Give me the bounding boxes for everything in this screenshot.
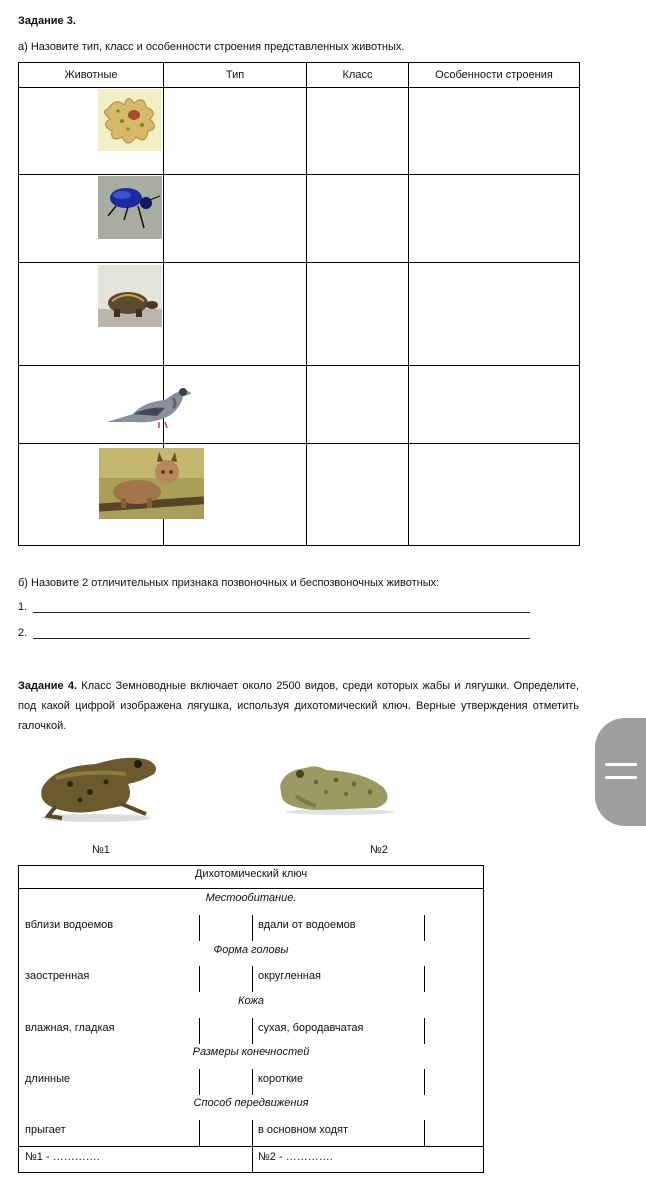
key-option-left: длинные (25, 1073, 71, 1085)
frog-label-1: №1 (92, 844, 110, 856)
key-option-left: вблизи водоемов (25, 919, 114, 931)
task3-question-a: а) Назовите тип, класс и особенности строения представленных животных. (18, 41, 405, 53)
features-cell[interactable] (409, 444, 580, 546)
key-option-right: в основном ходят (258, 1124, 349, 1136)
features-cell[interactable] (409, 88, 580, 175)
task4-text: Класс Земноводные включает около 2500 видов, среди которых жабы и лягушки. Определите, под какой цифрой изображена лягушка, используя дихотомический ключ. Верные утверждения отметить галочкой. (18, 680, 579, 732)
toad-image (276, 762, 398, 816)
key-result-left[interactable]: №1 - …………. (25, 1151, 100, 1163)
key-heading-movement: Способ передвижения (193, 1097, 309, 1109)
frog-label-2: №2 (370, 844, 388, 856)
turtle-image (98, 265, 162, 327)
menu-handle[interactable] (595, 718, 646, 826)
key-heading-habitat: Местообитание. (205, 892, 297, 904)
divider (252, 1018, 253, 1044)
key-option-left: прыгает (25, 1124, 66, 1136)
answer-line-1[interactable] (33, 612, 530, 613)
checkbox-right[interactable] (424, 1069, 425, 1095)
checkbox-left[interactable] (199, 1120, 200, 1146)
header-features: Особенности строения (409, 63, 580, 88)
divider (19, 1146, 483, 1147)
divider (19, 888, 483, 889)
key-option-left: заостренная (25, 970, 90, 982)
class-cell[interactable] (307, 263, 409, 366)
checkbox-left[interactable] (199, 1069, 200, 1095)
header-class: Класс (307, 63, 409, 88)
menu-bar-icon (605, 763, 637, 766)
task3-question-b: б) Назовите 2 отличительных признака позвоночных и беспозвоночных животных: (18, 577, 440, 589)
features-cell[interactable] (409, 366, 580, 444)
key-option-right: сухая, бородавчатая (258, 1022, 364, 1034)
divider (252, 1146, 253, 1173)
checkbox-right[interactable] (424, 966, 425, 992)
key-heading-limbs: Размеры конечностей (192, 1046, 310, 1058)
type-cell[interactable] (164, 175, 307, 263)
menu-bar-icon (605, 776, 637, 779)
type-cell[interactable] (164, 88, 307, 175)
divider (252, 966, 253, 992)
beetle-image (98, 176, 162, 239)
divider (252, 915, 253, 941)
checkbox-left[interactable] (199, 966, 200, 992)
header-animals: Животные (19, 63, 164, 88)
dichotomous-key (18, 865, 484, 1173)
task4-paragraph (18, 676, 579, 736)
checkbox-right[interactable] (424, 915, 425, 941)
class-cell[interactable] (307, 366, 409, 444)
type-cell[interactable] (164, 263, 307, 366)
task4-title: Задание 4. (18, 680, 78, 692)
frog-image (36, 748, 162, 824)
class-cell[interactable] (307, 175, 409, 263)
task3-title: Задание 3. (18, 15, 76, 27)
pigeon-image (103, 382, 193, 432)
checkbox-left[interactable] (199, 915, 200, 941)
key-heading-head: Форма головы (213, 944, 289, 956)
key-title: Дихотомический ключ (194, 868, 308, 880)
answer-line-1-label: 1. (18, 601, 28, 613)
checkbox-right[interactable] (424, 1018, 425, 1044)
header-type: Тип (164, 63, 307, 88)
features-cell[interactable] (409, 175, 580, 263)
key-option-right: вдали от водоемов (258, 919, 356, 931)
checkbox-left[interactable] (199, 1018, 200, 1044)
amoeba-image (98, 89, 162, 151)
class-cell[interactable] (307, 444, 409, 546)
divider (252, 1069, 253, 1095)
divider (252, 1120, 253, 1146)
answer-line-2-label: 2. (18, 627, 28, 639)
checkbox-right[interactable] (424, 1120, 425, 1146)
class-cell[interactable] (307, 88, 409, 175)
key-option-right: короткие (258, 1073, 304, 1085)
key-result-right[interactable]: №2 - …………. (258, 1151, 333, 1163)
answer-line-2[interactable] (33, 638, 530, 639)
table-header-row (19, 63, 580, 88)
lynx-image (99, 448, 204, 519)
key-option-left: влажная, гладкая (25, 1022, 115, 1034)
features-cell[interactable] (409, 263, 580, 366)
key-option-right: округленная (258, 970, 321, 982)
key-heading-skin: Кожа (237, 995, 265, 1007)
